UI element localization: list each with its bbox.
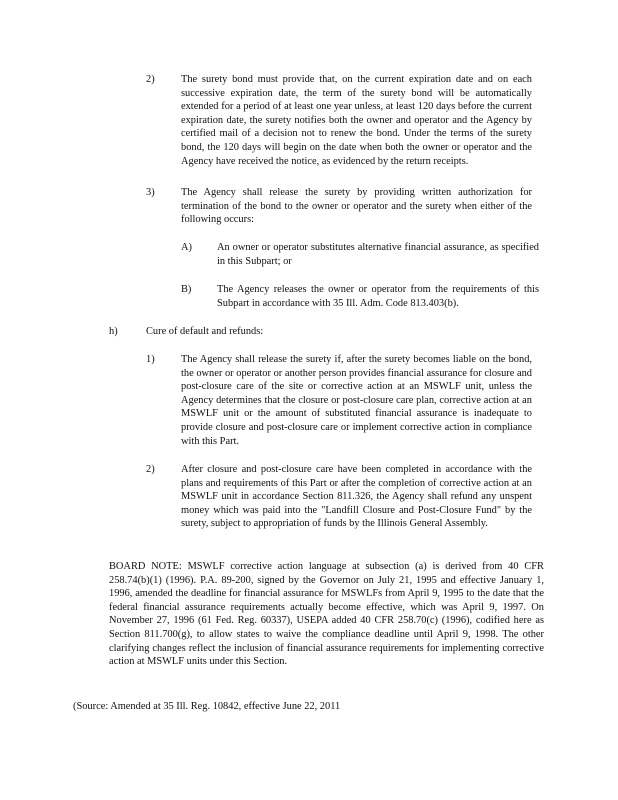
item-2-number: 2): [146, 74, 155, 85]
item-B-text: The Agency releases the owner or operator from the requirements of this Subpart in accordance with 35 Ill. Adm. Code 813.403(b).: [217, 284, 539, 309]
item-h2-text: After closure and post-closure care have been completed in accordance with the plans and requirements of this Part or after the completion of corrective action at an MSWLF unit in accordance Section 811.326, the Agency shall refund any unspent money which was paid into the "Landfill Closure and Post-Closure Fund" by the surety, subject to appropriation of funds by the Illinois General Assembly.: [181, 464, 532, 530]
item-3-number: 3): [146, 187, 155, 198]
item-B-number: B): [181, 284, 192, 295]
item-h2-number: 2): [146, 464, 155, 475]
source-note: (Source: Amended at 35 Ill. Reg. 10842, effective June 22, 2011: [73, 701, 341, 712]
subsection-h-heading: Cure of default and refunds:: [146, 326, 264, 337]
board-note: BOARD NOTE: MSWLF corrective action language at subsection (a) is derived from 40 CFR 258.74(b)(1) (1996). P.A. 89-200, signed by the Governor on July 21, 1995 and effective January 1, 1996, amended the deadline for financial assurance for MSWLFs from April 9, 1995 to the date that the federal financial assurance requirements actually become effective, which was April 9, 1997. On November 27, 1996 (61 Fed. Reg. 60337), USEPA added 40 CFR 258.70(c) (1996), codified here as Section 811.700(g), to allow states to waive the compliance deadline until April 9, 1998. The other clarifying changes reflect the inclusion of financial assurance requirements for implementing corrective action at MSWLF units under this Section.: [109, 561, 544, 668]
item-h1-text: The Agency shall release the surety if, after the surety becomes liable on the bond, the owner or operator or another person provides financial assurance for closure and post-closure care of the site or corrective action at an MSWLF unit, unless the Agency determines that the closure or post-closure care plan, corrective action at an MSWLF unit or the amount of substituted financial assurance is inadequate to provide closure and post-closure care or implement corrective action in compliance with this Part.: [181, 354, 532, 447]
item-2-text: The surety bond must provide that, on the current expiration date and on each successive expiration date, the term of the surety bond will be automatically extended for a period of at least one year unless, at least 120 days before the current expiration date, the surety notifies both the owner and operator and the Agency by certified mail of a decision not to renew the bond. Under the terms of the surety bond, the 120 days will begin on the date when both the owner or operator and the Agency have received the notice, as evidenced by the return receipts.: [181, 74, 532, 167]
item-3-text: The Agency shall release the surety by providing written authorization for termination of the bond to the owner or operator and the surety when either of the following occurs:: [181, 187, 532, 226]
item-A-number: A): [181, 242, 192, 253]
item-A-text: An owner or operator substitutes alternative financial assurance, as specified in this Subpart; or: [217, 242, 539, 267]
item-h1-number: 1): [146, 354, 155, 365]
subsection-h-number: h): [109, 326, 118, 337]
